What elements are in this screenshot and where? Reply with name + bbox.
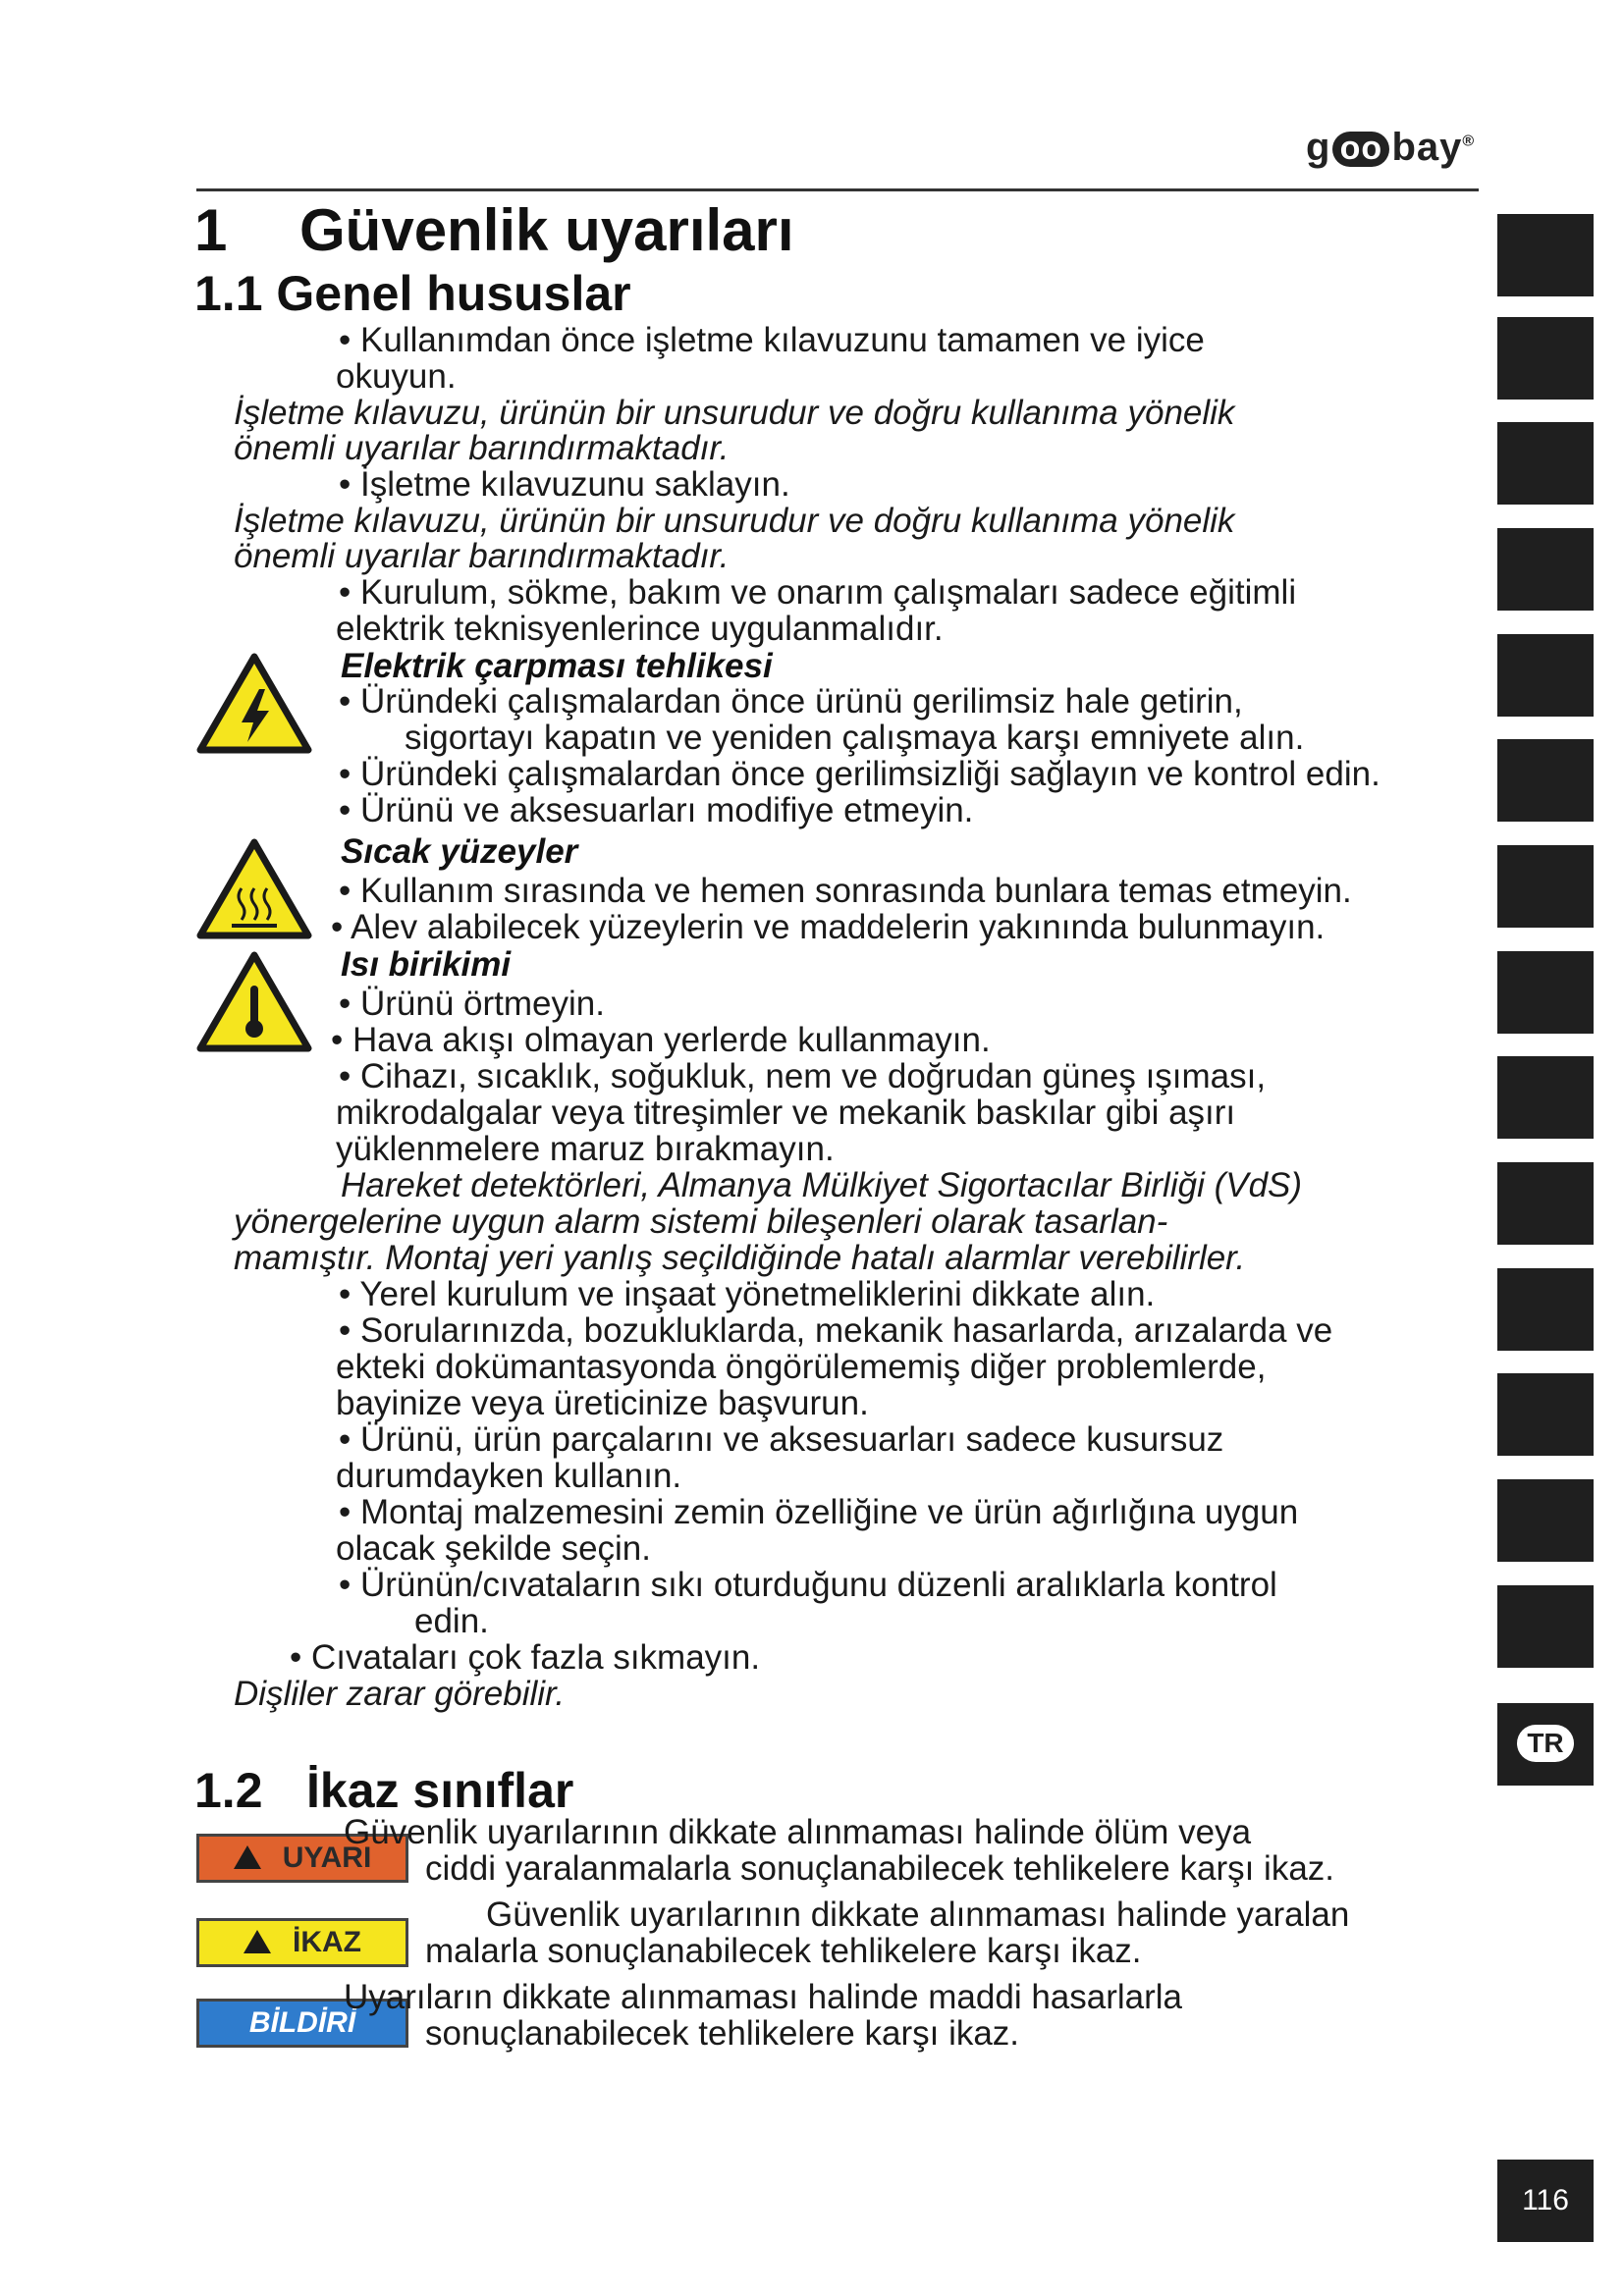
text-line: • Üründeki çalışmalardan önce gerilimsizliği sağlayın ve kontrol edin. [339,755,1380,793]
language-tab [1497,1479,1594,1562]
text-line: • Montaj malzemesini zemin özelliğine ve ürün ağırlığına uygun [339,1493,1299,1531]
uyari-description-2: ciddi yaralanmalarla sonuçlanabilecek tehlikelere karşı ikaz. [425,1849,1335,1888]
text-line: Dişliler zarar görebilir. [234,1675,566,1713]
text-line: ekteki dokümantasyonda öngörülememiş diğer problemlerde, [336,1348,1267,1386]
text-line: yüklenmelere maruz bırakmayın. [336,1130,835,1168]
text-line: olacak şekilde seçin. [336,1529,651,1568]
text-line: • Cihazı, sıcaklık, soğukluk, nem ve doğrudan güneş ışıması, [339,1057,1267,1095]
text-line: • Ürünü ve aksesuarları modifiye etmeyin. [339,791,974,829]
page-number: 116 [1497,2160,1594,2242]
text-line: yönergelerine uygun alarm sistemi bileşenleri olarak tasarlan- [234,1202,1168,1241]
language-code: TR [1517,1725,1574,1762]
language-tab [1497,634,1594,717]
language-tab [1497,1585,1594,1668]
text-line: Hareket detektörleri, Almanya Mülkiyet Sigortacılar Birliği (VdS) [341,1166,1303,1204]
section-1-number: 1 [194,197,228,263]
text-line: • Üründeki çalışmalardan önce ürünü gerilimsiz hale getirin, [339,682,1243,721]
language-tab [1497,528,1594,611]
section-1-title: Güvenlik uyarıları [299,197,794,263]
ikaz-description-1: Güvenlik uyarılarının dikkate alınmaması halinde yaralan [486,1896,1350,1934]
logo-oo: oo [1332,132,1389,167]
text-line: sigortayı kapatın ve yeniden çalışmaya karşı emniyete alın. [405,719,1305,757]
text-line: okuyun. [336,357,457,396]
text-line: • Alev alabilecek yüzeylerin ve maddelerin yakınında bulunmayın. [331,908,1326,946]
text-line: • Kurulum, sökme, bakım ve onarım çalışmaları sadece eğitimli [339,573,1297,612]
text-line: • Ürünü örtmeyin. [339,985,605,1023]
language-tab-tr [1497,1703,1594,1786]
language-tab [1497,951,1594,1034]
text-line: • Hava akışı olmayan yerlerde kullanmayın. [331,1021,991,1059]
language-tab [1497,317,1594,400]
logo-right: bay [1391,126,1463,169]
subheading-electric: Elektrik çarpması tehlikesi [341,647,773,685]
text-line: • Ürünü, ürün parçalarını ve aksesuarları sadece kusursuz [339,1420,1224,1459]
uyari-label-text: UYARI [282,1842,372,1874]
language-tab [1497,214,1594,296]
logo-left: g [1306,126,1331,169]
goobay-logo [1306,126,1475,170]
text-line: • Kullanım sırasında ve hemen sonrasında bunlara temas etmeyin. [339,872,1352,910]
text-line: mikrodalgalar veya titreşimler ve mekanik baskılar gibi aşırı [336,1094,1236,1132]
text-line: • Kullanımdan önce işletme kılavuzunu tamamen ve iyice [339,321,1205,359]
text-line: • Cıvataları çok fazla sıkmayın. [290,1638,761,1677]
bildiri-description-1: Uyarıların dikkate alınmaması halinde maddi hasarlarla [344,1978,1183,2016]
language-tab [1497,1162,1594,1245]
text-line: • Sorularınızda, bozukluklarda, mekanik hasarlarda, arızalarda ve [339,1311,1333,1350]
section-1-2-number: 1.2 [194,1763,263,1818]
uyari-description-1: Güvenlik uyarılarının dikkate alınmaması halinde ölüm veya [344,1813,1252,1851]
text-line: durumdayken kullanın. [336,1457,682,1495]
language-tab [1497,845,1594,928]
ikaz-label [196,1918,408,1967]
text-line: edin. [414,1602,489,1640]
language-tab [1497,1268,1594,1351]
language-tab [1497,1056,1594,1139]
text-line: İşletme kılavuzu, ürünün bir unsurudur ve doğru kullanıma yönelik [234,394,1235,432]
bildiri-description-2: sonuçlanabilecek tehlikelere karşı ikaz. [425,2014,1020,2053]
header-rule [196,188,1479,191]
subheading-hot-surfaces: Sıcak yüzeyler [341,832,578,871]
text-line: • İşletme kılavuzunu saklayın. [339,465,790,504]
language-tab [1497,422,1594,505]
electric-shock-warning-icon [196,652,312,756]
text-line: bayinize veya üreticinize başvurun. [336,1384,869,1422]
text-line: önemli uyarılar barındırmaktadır. [234,537,730,575]
text-line: İşletme kılavuzu, ürünün bir unsurudur ve doğru kullanıma yönelik [234,502,1235,540]
subheading-heat: Isı birikimi [341,945,512,984]
warning-triangle-icon [234,1845,261,1869]
logo-mark: ® [1462,133,1476,150]
section-1-2-title: İkaz sınıflar [306,1763,574,1818]
section-1-1-title: 1.1 Genel hususlar [194,266,631,321]
bildiri-label-text: BİLDİRİ [248,2006,356,2039]
language-tab [1497,1373,1594,1456]
ikaz-label-text: İKAZ [293,1926,361,1958]
text-line: önemli uyarılar barındırmaktadır. [234,429,730,467]
heat-buildup-warning-icon [196,950,312,1054]
ikaz-description-2: malarla sonuçlanabilecek tehlikelere karşı ikaz. [425,1932,1142,1970]
language-tab [1497,739,1594,822]
text-line: • Ürünün/cıvataların sıkı oturduğunu düzenli aralıklarla kontrol [339,1566,1277,1604]
hot-surface-warning-icon [196,837,312,941]
text-line: elektrik teknisyenlerince uygulanmalıdır. [336,610,944,648]
warning-triangle-icon [244,1930,271,1953]
text-line: • Yerel kurulum ve inşaat yönetmeliklerini dikkate alın. [339,1275,1156,1313]
text-line: mamıştır. Montaj yeri yanlış seçildiğinde hatalı alarmlar verebilirler. [234,1239,1246,1277]
